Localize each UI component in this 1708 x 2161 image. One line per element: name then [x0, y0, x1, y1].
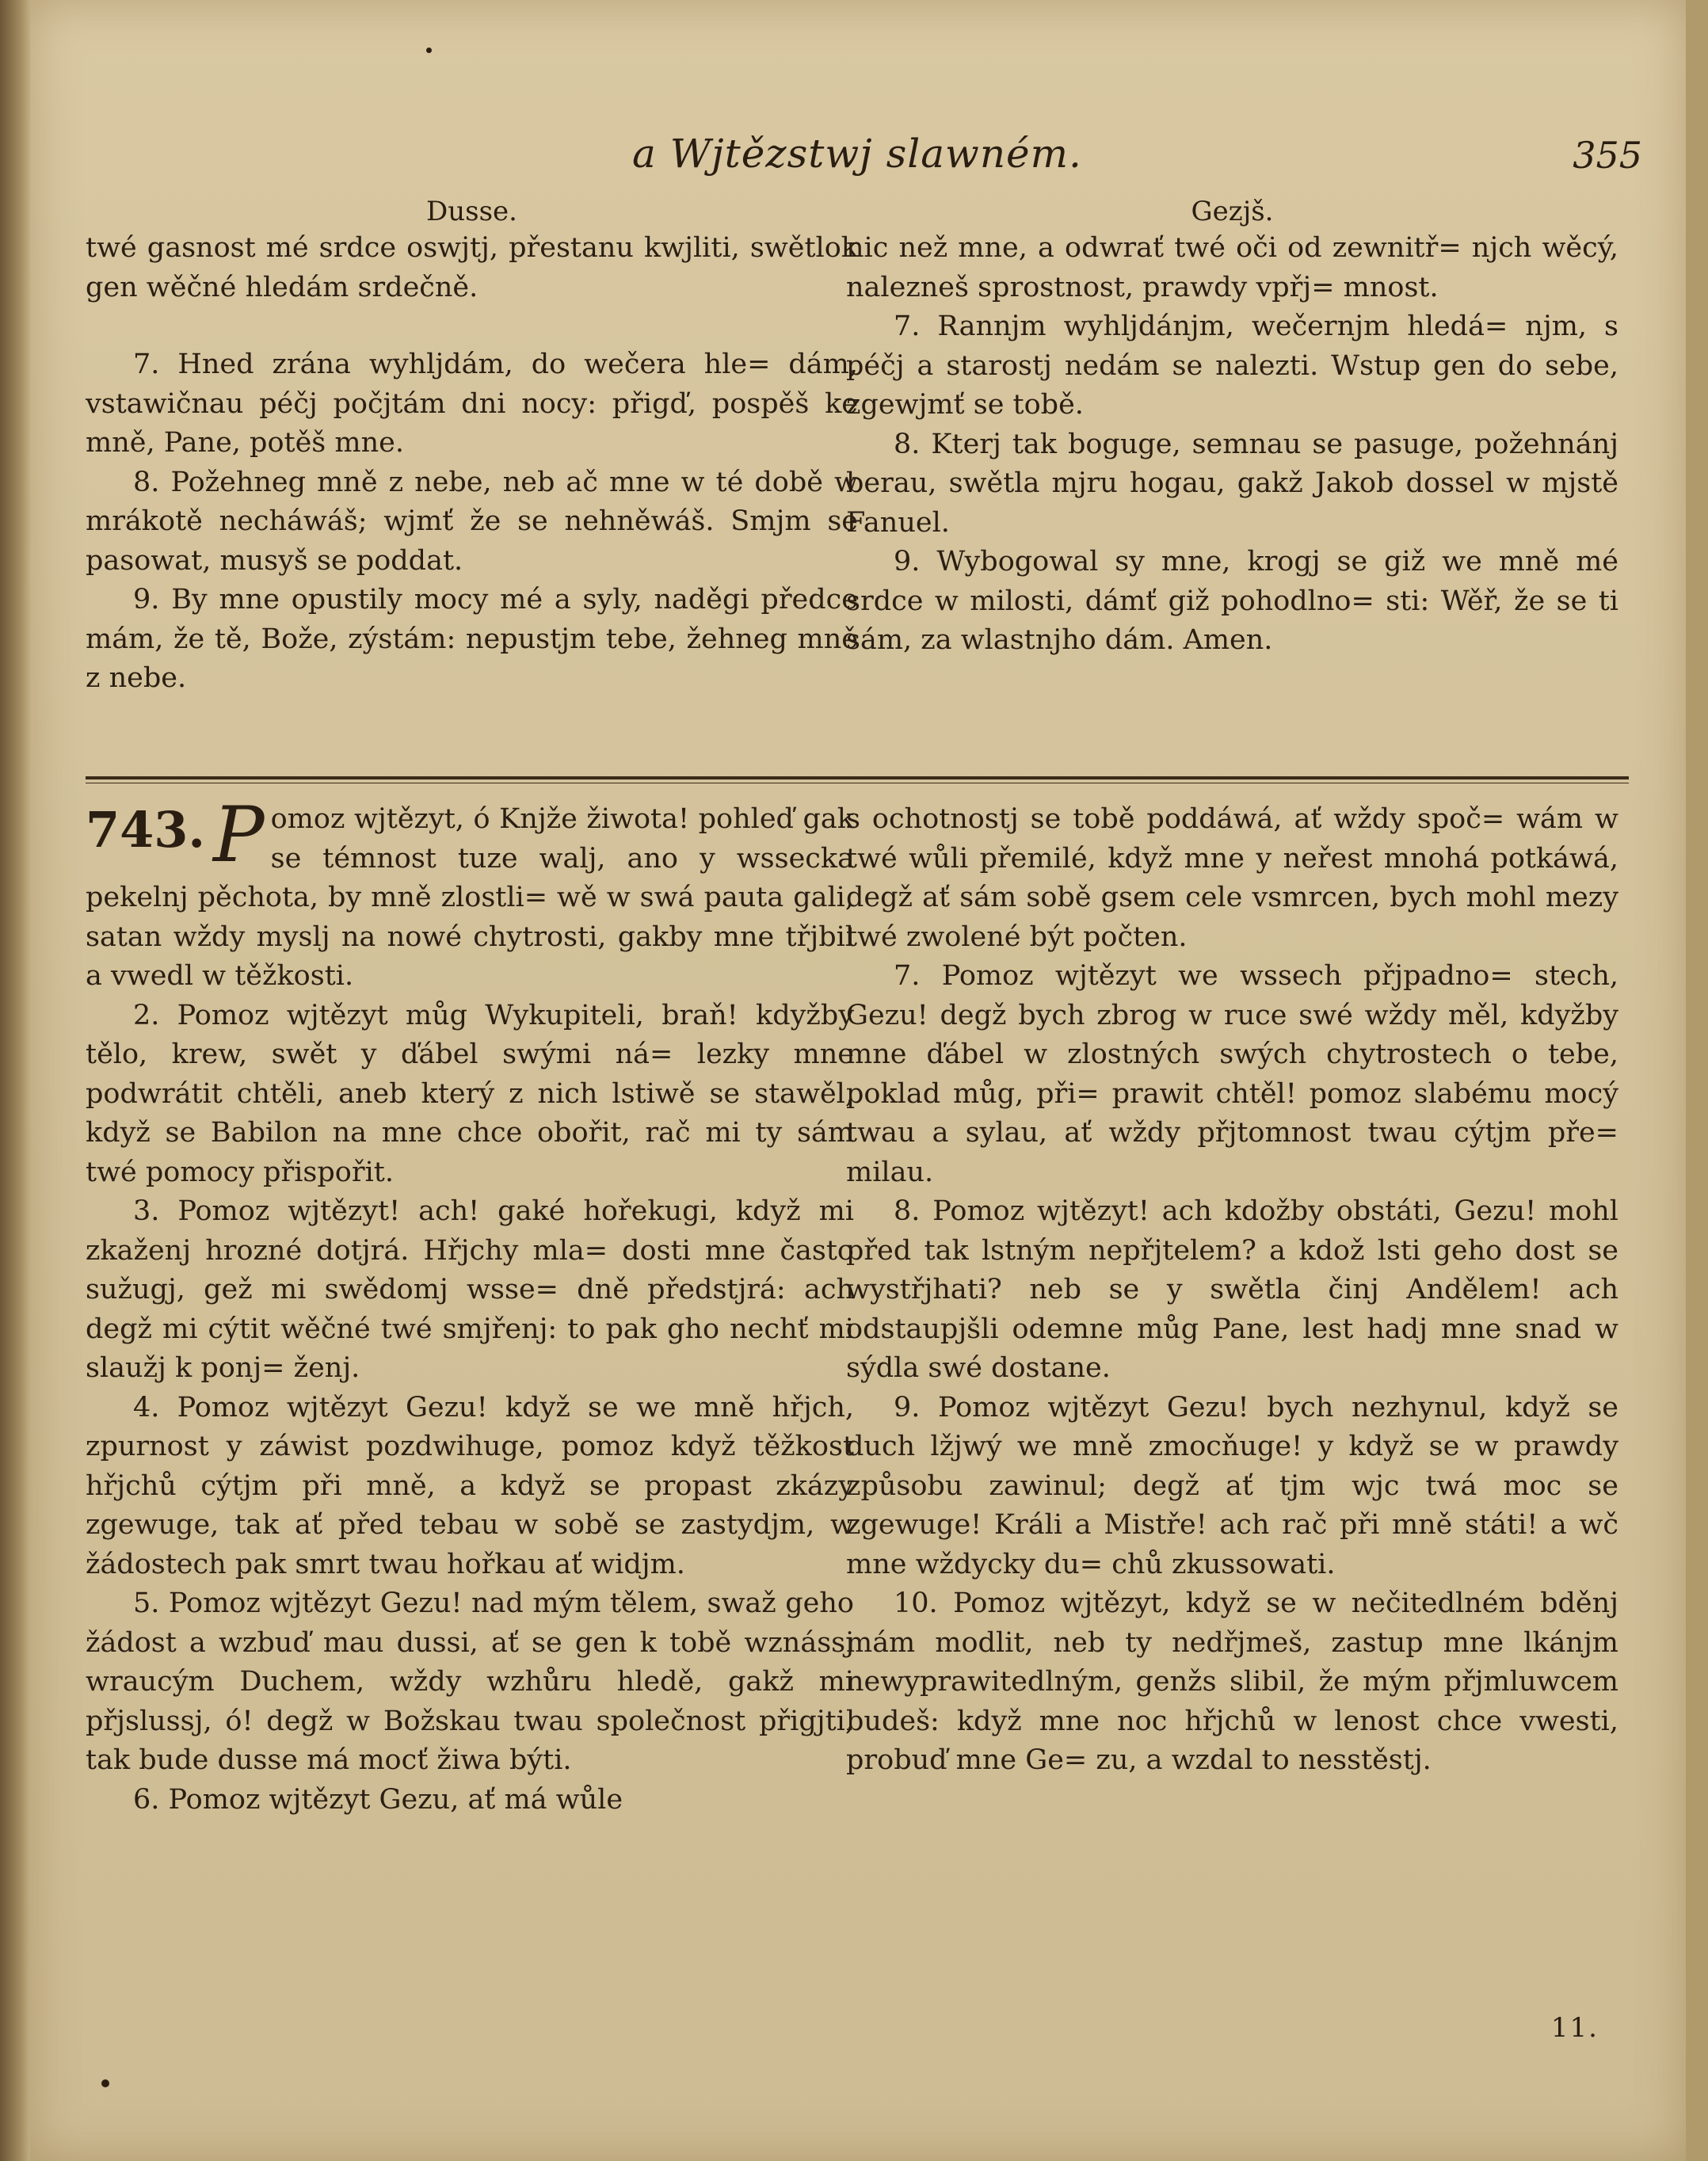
upper-left-paragraph: 7. Hned zrána wyhljdám, do wečera hle= dám, vstawičnau péčj počjtám dni nocy: přigď, pospěš ke mně, Pane, potěš mne.: [86, 349, 858, 459]
speaker-label-left: Dusse.: [426, 196, 517, 227]
hymn-first-stanza-text: ano y wssecka pekelnj pěchota, by mně zlostli= wě w swá pauta gali, satan wždy myslj na nowé chytrosti, gakby mne třjbil a vwedl w těžkosti.: [86, 842, 854, 992]
ink-spot: [426, 48, 432, 53]
page-header: [30, 123, 1686, 186]
hymn-stanza: 5. Pomoz wjtězyt Gezu! nad mým tělem, swaž geho žádost a wzbuď mau dussi, ať se gen k tobě wznássj wraucým Duchem, wždy wzhůru hledě, gakž mi přjslussj, ó! degž w Božskau twau společnost přigjti, tak bude dusse má mocť žiwa býti.: [86, 1587, 854, 1776]
upper-right-paragraph: 7. Rannjm wyhljdánjm, wečernjm hledá= njm, s péčj a starostj nedám se nalezti. Wstup gen do sebe, zgewjmť se tobě.: [846, 311, 1618, 421]
book-page: [30, 0, 1686, 2161]
book-binding: [0, 0, 30, 2161]
upper-left-paragraph: 8. Požehneg mně z nebe, neb ač mne w té době w mrákotě necháwáš; wjmť že se nehněwáš. Smjm se pasowat, musyš se poddat.: [86, 466, 858, 577]
hymn-stanza: 4. Pomoz wjtězyt Gezu! když se we mně hřjch, zpurnost y záwist pozdwihuge, pomoz když těžkost hřjchů cýtjm při mně, a když se propast zkázy zgewuge, tak ať před tebau w sobě se zastydjm, w žádostech pak smrt twau hořkau ať widjm.: [86, 1391, 854, 1580]
upper-left-paragraph: twé gasnost mé srdce oswjtj, přestanu kwjliti, swětlok gen wěčné hledám srdečně.: [86, 232, 858, 303]
upper-left-paragraph: 9. By mne opustily mocy mé a syly, naděgi předce mám, že tě, Bože, zýstám: nepustjm tebe, žehneg mně z nebe.: [86, 584, 858, 694]
hymn-first-line: omoz wjtězyt, ó Knjže žiwota! pohleď gak se témnost tuze walj,: [270, 803, 854, 875]
hymn-number: 743.: [86, 801, 206, 859]
hymn-first-stanza: [86, 791, 854, 997]
hymn-stanza: 6. Pomoz wjtězyt Gezu, ať má wůle: [133, 1783, 623, 1816]
upper-left-column: [86, 194, 858, 699]
upper-right-paragraph: 8. Kterj tak boguge, semnau se pasuge, požehnánj berau, swětla mjru hogau, gakž Jakob dossel w mjstě Fanuel.: [846, 428, 1618, 539]
running-title: a Wjtězstwj slawném.: [632, 131, 1082, 177]
hymn-stanza: 9. Pomoz wjtězyt Gezu! bych nezhynul, když se duch lžjwý we mně zmocňuge! y když se w prawdy způsobu zawinul; degž ať tjm wjc twá moc se zgewuge! Králi a Mistře! ach rač při mně státi! a wč mne wždycky du= chů zkussowati.: [846, 1391, 1618, 1580]
page-number: 355: [1573, 134, 1642, 177]
ink-spot: [101, 2079, 109, 2087]
section-divider: [86, 776, 1629, 779]
upper-right-paragraph: nic než mne, a odwrať twé oči od zewnitř= njch wěcý, nalezneš sprostnost, prawdy vpřj= mnost.: [846, 232, 1618, 303]
hymn-stanza: 8. Pomoz wjtězyt! ach kdožby obstáti, Gezu! mohl před tak lstným nepřjtelem? a kdož lsti geho dost se wystřjhati? neb se y swětla činj Andělem! ach odstaupjšli odemne můg Pane, lest hadj mne snad w sýdla swé dostane.: [846, 1195, 1618, 1384]
hymn-stanza-continued: s ochotnostj se tobě poddáwá, ať wždy spoč= wám w twé wůli přemilé, když mne y neřest mnohá potkáwá, degž ať sám sobě gsem cele vsmrcen, bych mohl mezy twé zwolené být počten.: [846, 803, 1618, 953]
upper-right-column: [846, 194, 1618, 661]
hymn-left-column: [86, 791, 854, 1820]
hymn-stanza: 2. Pomoz wjtězyt můg Wykupiteli, braň! kdyžby tělo, krew, swět y ďábel swými ná= lezky mne podwrátit chtěli, aneb který z nich lstiwě se stawěl, když se Babilon na mne chce obořit, rač mi ty sám twé pomocy přispořit.: [86, 999, 854, 1188]
hymn-right-column: [846, 800, 1618, 1781]
hymn-stanza: 10. Pomoz wjtězyt, když se w nečitedlném bděnj mám modlit, neb ty nedřjmeš, zastup mne lkánjm newyprawitedlným, genžs slibil, že mým přjmluwcem budeš: když mne noc hřjchů w lenost chce vwesti, probuď mne Ge= zu, a wzdal to nesstěstj.: [846, 1587, 1618, 1776]
hymn-stanza: 7. Pomoz wjtězyt we wssech přjpadno= stech, Gezu! degž bych zbrog w ruce swé wždy měl, kdyžby mne ďábel w zlostných swých chytrostech o tebe, poklad můg, při= prawit chtěl! pomoz slabému mocý twau a sylau, ať wždy přjtomnost twau cýtjm pře= milau.: [846, 960, 1618, 1188]
speaker-label-right: Gezjš.: [1191, 196, 1274, 227]
drop-cap: P: [213, 791, 265, 879]
hymn-stanza: 3. Pomoz wjtězyt! ach! gaké hořekugi, když mi zkaženj hrozné dotjrá. Hřjchy mla= dosti mne často sužugj, gež mi swědomj wsse= dně předstjrá: ach degž mi cýtit wěčné twé smjřenj: to pak gho nechť mi slaužj k ponj= ženj.: [86, 1195, 854, 1384]
upper-right-paragraph: 9. Wybogowal sy mne, krogj se giž we mně mé srdce w milosti, dámť giž pohodlno= sti: Wěř, že se ti sám, za wlastnjho dám. Amen.: [846, 546, 1618, 656]
catchword: 11.: [1550, 2012, 1599, 2044]
